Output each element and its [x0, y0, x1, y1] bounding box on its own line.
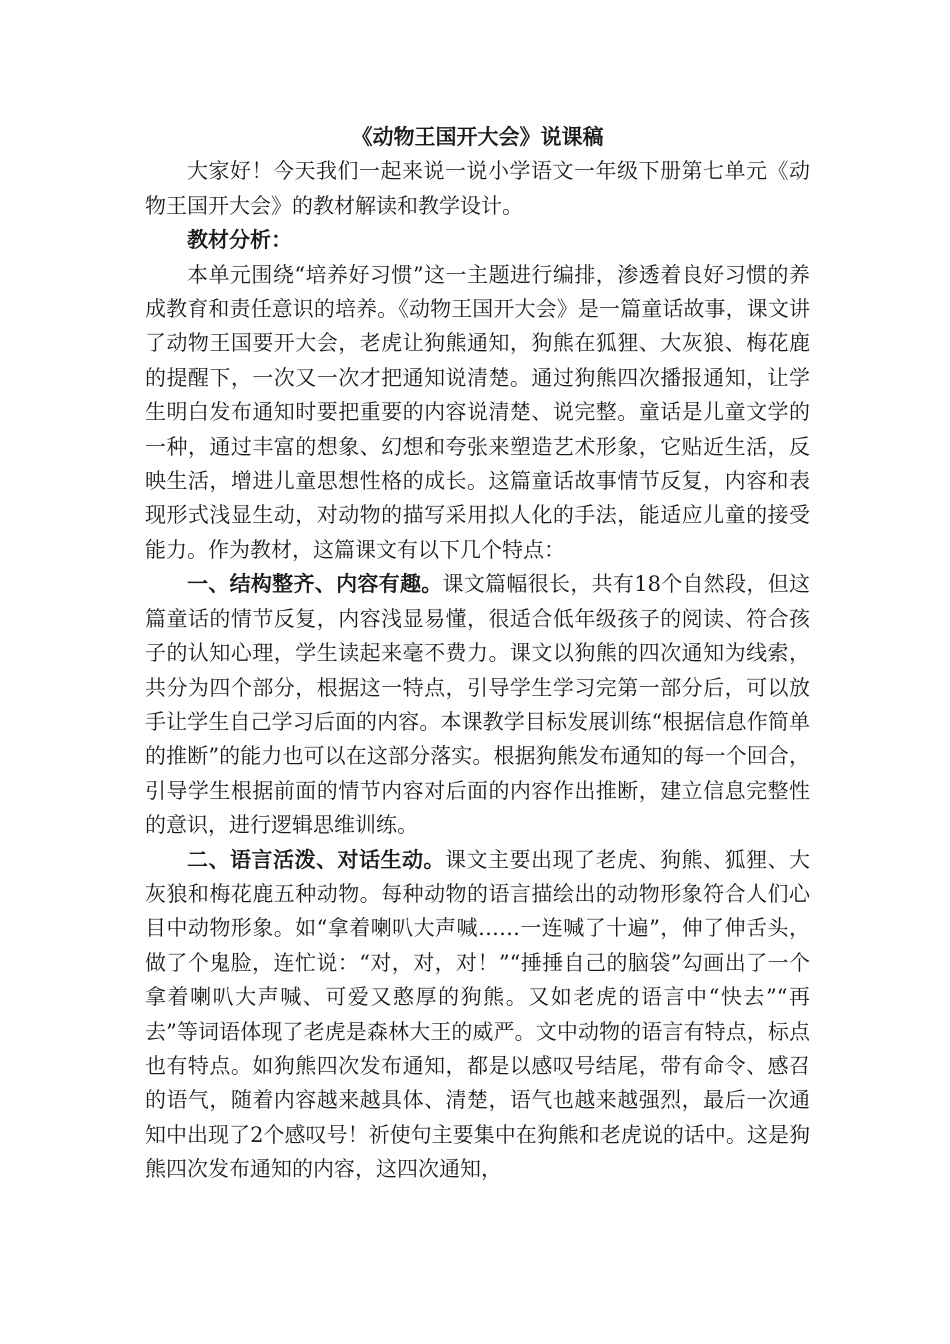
- analysis-paragraph: 本单元围绕“培养好习惯”这一主题进行编排，渗透着良好习惯的养成教育和责任意识的培养。《动物王国开大会》是一篇童话故事，课文讲了动物王国要开大会，老虎让狗熊通知，狗熊在狐狸、大灰狼、梅花鹿的提醒下，一次又一次才把通知说清楚。通过狗熊四次播报通知，让学生明白发布通知时要把重要的内容说清楚、说完整。童话是儿童文学的一种，通过丰富的想象、幻想和夸张来塑造艺术形象，它贴近生活，反映生活，增进儿童思想性格的成长。这篇童话故事情节反复，内容和表现形式浅显生动，对动物的描写采用拟人化的手法，能适应儿童的接受能力。作为教材，这篇课文有以下几个特点：: [145, 262, 810, 562]
- page-title: 《动物王国开大会》说课稿: [351, 124, 604, 149]
- point-one-heading: 一、结构整齐、内容有趣。: [187, 571, 443, 597]
- section-heading: 教材分析：: [187, 227, 292, 253]
- document-page: [145, 120, 810, 1187]
- point-two-paragraph: [145, 843, 810, 1187]
- point-one-body: 课文篇幅很长，共有18个自然段，但这篇童话的情节反复，内容浅显易懂，很适合低年级孩子的阅读、符合孩子的认知心理，学生读起来毫不费力。课文以狗熊的四次通知为线索，共分为四个部分，根据这一特点，引导学生学习完第一部分后，可以放手让学生自己学习后面的内容。本课教学目标发展训练“根据信息作简单的推断”的能力也可以在这部分落实。根据狗熊发布通知的每一个回合，引导学生根据前面的情节内容对后面的内容作出推断，建立信息完整性的意识，进行逻辑思维训练。: [145, 572, 810, 838]
- point-two-heading: 二、语言活泼、对话生动。: [187, 846, 445, 872]
- point-one-paragraph: [145, 567, 810, 842]
- intro-paragraph: 大家好！今天我们一起来说一说小学语文一年级下册第七单元《动物王国开大会》的教材解读和教学设计。: [145, 159, 810, 218]
- point-two-body: 课文主要出现了老虎、狗熊、狐狸、大灰狼和梅花鹿五种动物。每种动物的语言描绘出的动物形象符合人们心目中动物形象。如“拿着喇叭大声喊……一连喊了十遍”，伸了伸舌头，做了个鬼脸，连忙说：“对，对，对！”“捶捶自己的脑袋”勾画出了一个拿着喇叭大声喊、可爱又憨厚的狗熊。又如老虎的语言中“快去”“再去”等词语体现了老虎是森林大王的威严。文中动物的语言有特点，标点也有特点。如狗熊四次发布通知，都是以感叹号结尾，带有命令、感召的语气，随着内容越来越具体、清楚，语气也越来越强烈，最后一次通知中出现了2个感叹号！祈使句主要集中在狗熊和老虎说的话中。这是狗熊四次发布通知的内容，这四次通知，: [145, 847, 810, 1182]
